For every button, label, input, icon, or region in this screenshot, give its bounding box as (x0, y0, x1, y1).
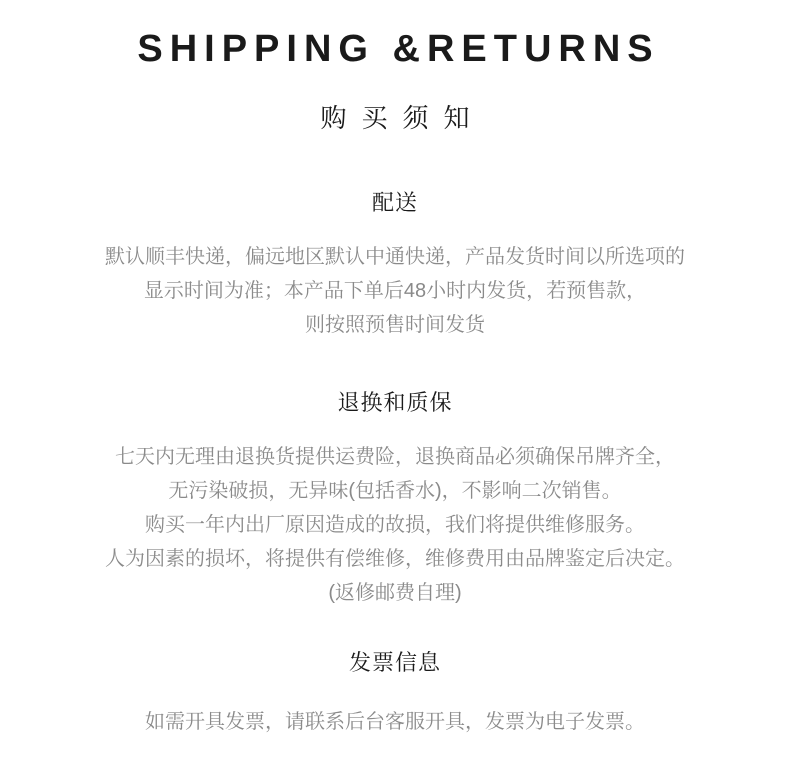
body-line: 默认顺丰快递，偏远地区默认中通快递，产品发货时间以所选项的 (105, 246, 685, 268)
page-title-chinese: 购买须知 (320, 103, 485, 133)
section-shipping (0, 188, 790, 342)
section-invoice-info (0, 648, 790, 739)
body-line: 无污染破损，无异味(包括香水)，不影响二次销售。 (168, 480, 622, 502)
page-title-english: SHIPPING &RETURNS (137, 28, 660, 70)
section-returns-warranty (0, 388, 790, 610)
returns-warranty-heading: 退换和质保 (337, 390, 453, 415)
body-line: 七天内无理由退换货提供运费险，退换商品必须确保吊牌齐全， (115, 446, 675, 468)
returns-warranty-body (0, 440, 790, 610)
body-line: 购买一年内出厂原因造成的故损，我们将提供维修服务。 (145, 514, 645, 536)
invoice-info-body (0, 705, 790, 739)
shipping-body (0, 240, 790, 342)
body-line: 则按照预售时间发货 (305, 314, 485, 336)
invoice-info-heading: 发票信息 (348, 650, 441, 675)
body-line: 人为因素的损坏，将提供有偿维修，维修费用由品牌鉴定后决定。 (105, 548, 685, 570)
body-line: 显示时间为准；本产品下单后48小时内发货，若预售款， (143, 280, 647, 302)
body-line: (返修邮费自理) (328, 582, 462, 604)
shipping-heading: 配送 (371, 190, 418, 215)
body-line: 如需开具发票，请联系后台客服开具，发票为电子发票。 (145, 711, 645, 733)
